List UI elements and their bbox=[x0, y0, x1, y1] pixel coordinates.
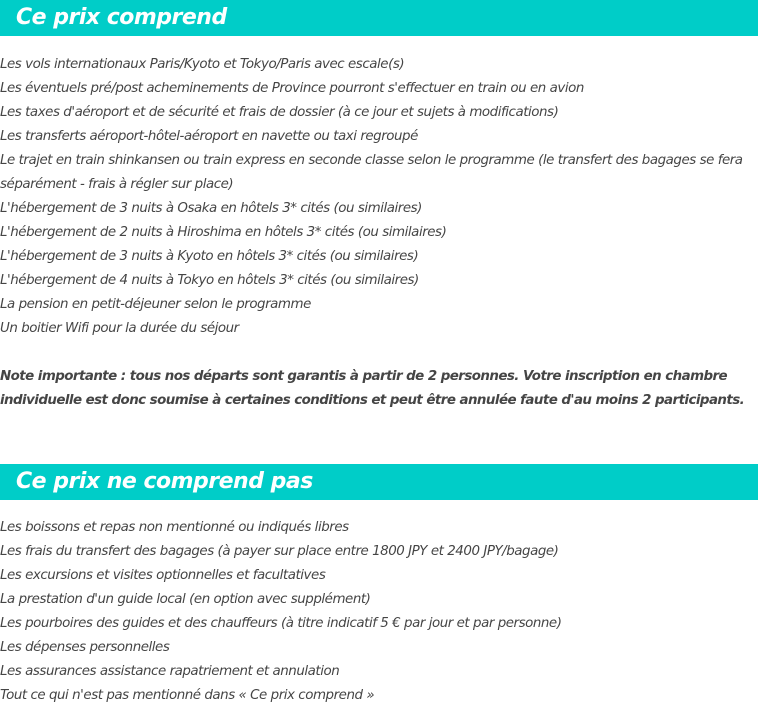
list-item: Tout ce qui n'est pas mentionné dans « Ce prix comprend » bbox=[0, 688, 375, 703]
list-item: Les frais du transfert des bagages (à payer sur place entre 1800 JPY et 2400 JPY/bagage) bbox=[0, 544, 559, 559]
list-item: L'hébergement de 3 nuits à Kyoto en hôtels 3* cités (ou similaires) bbox=[0, 249, 419, 264]
list-item: L'hébergement de 4 nuits à Tokyo en hôtels 3* cités (ou similaires) bbox=[0, 273, 419, 288]
list-item: Les assurances assistance rapatriement et annulation bbox=[0, 664, 340, 679]
list-item: Les vols internationaux Paris/Kyoto et Tokyo/Paris avec escale(s) bbox=[0, 57, 405, 72]
list-item: L'hébergement de 2 nuits à Hiroshima en hôtels 3* cités (ou similaires) bbox=[0, 225, 447, 240]
list-item: La pension en petit-déjeuner selon le programme bbox=[0, 297, 311, 312]
important-note: Note importante : tous nos départs sont garantis à partir de 2 personnes. Votre inscription en chambre individuelle est donc soumise à certaines conditions et peut être annulée faute d'au moins 2 participants. bbox=[0, 369, 745, 408]
list-item: Le trajet en train shinkansen ou train express en seconde classe selon le programme (le transfert des bagages se fera séparément - frais à régler sur place) bbox=[0, 153, 743, 192]
list-item: Les taxes d'aéroport et de sécurité et frais de dossier (à ce jour et sujets à modifications) bbox=[0, 105, 559, 120]
list-item: Les éventuels pré/post acheminements de Province pourront s'effectuer en train ou en avion bbox=[0, 81, 584, 96]
excluded-section bbox=[0, 464, 758, 708]
list-item: La prestation d'un guide local (en option avec supplément) bbox=[0, 592, 371, 607]
list-item: Les excursions et visites optionnelles et facultatives bbox=[0, 568, 326, 583]
list-item: Les dépenses personnelles bbox=[0, 640, 170, 655]
excluded-list bbox=[0, 516, 758, 708]
list-item: Les transferts aéroport-hôtel-aéroport en navette ou taxi regroupé bbox=[0, 129, 418, 144]
list-item: Les boissons et repas non mentionné ou indiqués libres bbox=[0, 520, 349, 535]
included-header: Ce prix comprend bbox=[0, 0, 758, 36]
list-item: Les pourboires des guides et des chauffeurs (à titre indicatif 5 € par jour et par personne) bbox=[0, 616, 562, 631]
list-item: L'hébergement de 3 nuits à Osaka en hôtels 3* cités (ou similaires) bbox=[0, 201, 422, 216]
list-item: Un boitier Wifi pour la durée du séjour bbox=[0, 321, 239, 336]
included-list bbox=[0, 53, 758, 341]
excluded-header: Ce prix ne comprend pas bbox=[0, 464, 758, 500]
